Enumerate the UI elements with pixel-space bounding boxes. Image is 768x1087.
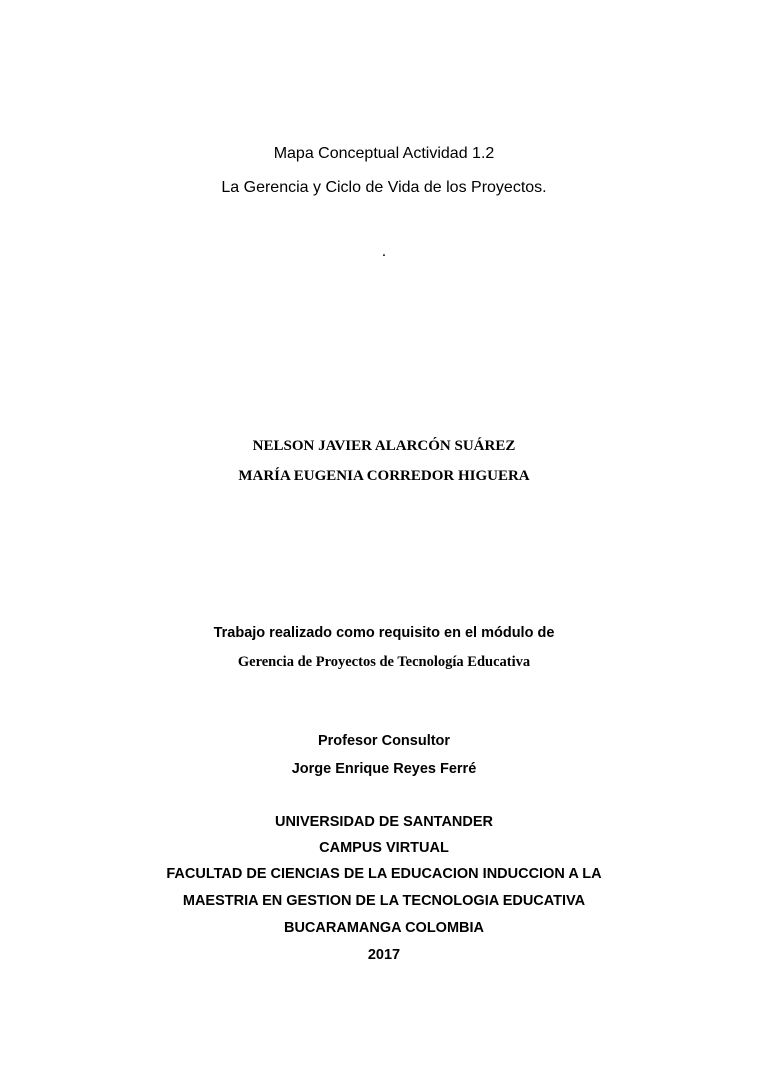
faculty-line: MAESTRIA EN GESTION DE LA TECNOLOGIA EDUCATIVA	[182, 893, 586, 909]
professor-name: Jorge Enrique Reyes Ferré	[291, 761, 477, 777]
year: 2017	[367, 947, 401, 963]
city-name: BUCARAMANGA COLOMBIA	[283, 920, 485, 936]
work-statement: Trabajo realizado como requisito en el módulo de	[213, 625, 555, 641]
module-name: Gerencia de Proyectos de Tecnología Educativa	[237, 654, 531, 670]
document-subtitle: La Gerencia y Ciclo de Vida de los Proyectos.	[221, 179, 547, 196]
author-name: MARÍA EUGENIA CORREDOR HIGUERA	[238, 468, 530, 484]
author-name: NELSON JAVIER ALARCÓN SUÁREZ	[252, 438, 516, 454]
document-title: Mapa Conceptual Actividad 1.2	[273, 145, 495, 162]
professor-role: Profesor Consultor	[317, 733, 451, 749]
university-name: UNIVERSIDAD DE SANTANDER	[274, 814, 494, 830]
campus-name: CAMPUS VIRTUAL	[319, 840, 449, 856]
faculty-line: FACULTAD DE CIENCIAS DE LA EDUCACION INDUCCION A LA	[166, 866, 602, 882]
title-dot: .	[381, 243, 387, 260]
